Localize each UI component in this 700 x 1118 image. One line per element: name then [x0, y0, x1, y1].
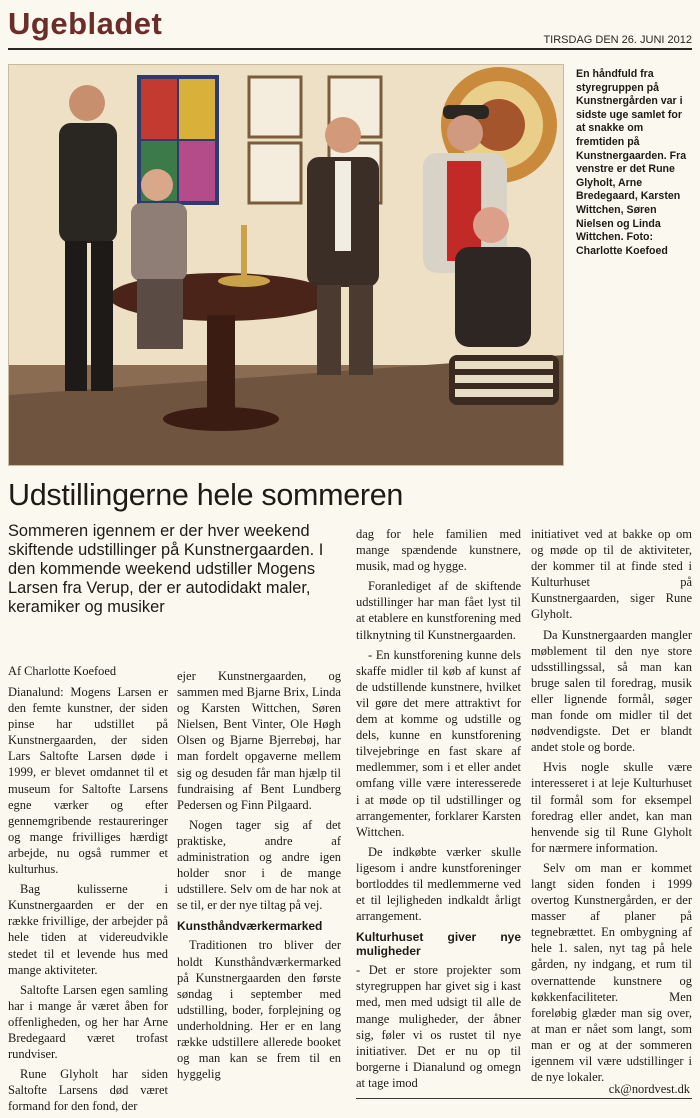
paragraph: dag for hele familien med mange spændende kunstnere, musik, mad og hygge. — [356, 527, 521, 574]
paragraph: Da Kunstnergaarden mangler møblement til den nye store udsstillingssal, så man kan bruge salen til foredrag, musik eller lignende formål, søger man fonde om midler til det nødvendigste. Det er blandt andet stole og borde. — [531, 627, 692, 755]
paragraph: Saltofte Larsen egen samling har i mange år været åben for offenligheden, og her har Arne Bredegaard været trofast rundviser. — [8, 982, 168, 1062]
paragraph: Traditionen tro bliver der holdt Kunsthåndværkermarked på Kunstnergaarden den første søndag i september med udstilling, boder, forplejning og underholdning. Her er en lang række udstillere allerede booket og man kan se frem til en hyggelig — [177, 938, 341, 1082]
paragraph: - En kunstforening kunne dels skaffe midler til køb af kunst af de udstillende kunstnere, hvilket vil gøre det mere attraktivt for dem at komme og udstille og dels, kunne en kunstforening tilvejebringe en fast skare af medlemmer, som i et eller andet omfang ville være interesserede i at møde op til udstillinger og arrangementer, forklarer Karsten Wittchen. — [356, 647, 521, 839]
paragraph: Dianalund: Mogens Larsen er den femte kunstner, der siden pinse har udstillet på Kunstnergaarden, der siden Lars Saltofte Larsen døde i 1999, er blevet omdannet til et museum for Saltofte Larsens egne værker og efter gennemgribende restaureringer og mange frivilliges hærdigt arbejde, nu også rummer et kulturhus. — [8, 685, 168, 877]
article-column-4 — [531, 526, 692, 1089]
subheading: Kunsthåndværkermarked — [177, 919, 323, 934]
paragraph: De indkøbte værker skulle ligesom i andre kunstforeninger bortloddes til medlemmerne ved et til lejligheden indkaldt årligt arrangement. — [356, 844, 521, 924]
newspaper-title: Ugebladet — [8, 6, 163, 41]
bottom-rule — [356, 1098, 692, 1099]
paragraph: Selv om man er kommet langt siden fonden i 1999 overtog Kunstnergården, er der masser af planer på tegnebrættet. En ombygning af hele 1. salen, nyt tag på hele gården, ny indgang, et rum til overnattende kunstnere og køkkenfaciliteter. Men foreløbig glæder man sig over, at man er nået som langt, som man er og at der sommeren igennem vil være udstillinger i de nye lokaler. — [531, 860, 692, 1085]
paragraph: initiativet ved at bakke op om og møde op til de aktiviteter, der kommer til at finde sted i Kulturhuset på Kunstnergaarden, siger Rune Glyholt. — [531, 527, 692, 622]
article-column-1 — [8, 684, 168, 1118]
paragraph: - Det er store projekter som styregruppen har givet sig i kast med, men med udsigt til alle de mange muligheder, der åbner sig, føler vi os rustet til nye initiativer. Det er nu op til borgerne i Dianalund og omegn at tage imod — [356, 963, 521, 1090]
paragraph: Foranlediget af de skiftende udstillinger har man fået lyst til at etablere en kunstforening med tilknytning til Kunstnergaarden. — [356, 579, 521, 642]
paragraph: Nogen tager sig af det praktiske, andre af administration og andre igen holder snor i de mange udstillere. Selv om de har nok at se til, er der nye tiltag på vej. — [177, 817, 341, 913]
paragraph: Bag kulisserne i Kunstnergaarden er der en række frivillige, der arbejder på hele tiden at videreudvikle stedet til et levende hus med mange aktiviteter. — [8, 882, 168, 977]
issue-date: TIRSDAG DEN 26. JUNI 2012 — [543, 34, 692, 46]
group-photo-illustration — [9, 65, 564, 466]
subheading: Kulturhuset giver nye muligheder — [356, 930, 521, 959]
article-column-2 — [177, 668, 341, 1086]
paragraph: Hvis nogle skulle være interesseret i at leje Kulturhuset til formål som for eksempel foredrag eller andet, kan man henvende sig til Rune Glyholt for nærmere information. — [531, 760, 692, 855]
paragraph: Rune Glyholt har siden Saltofte Larsens død været formand for den fond, der — [8, 1067, 168, 1114]
article-byline: Af Charlotte Koefoed — [8, 664, 117, 678]
author-email: ck@nordvest.dk — [608, 1082, 690, 1096]
photo-caption: En håndfuld fra styregruppen på Kunstnergården var i sidste uge samlet for at snakke om fremtiden på Kunstnergaarden. Fra venstre er det Rune Glyholt, Arne Bredegaard, Karsten Wittchen, Søren Nielsen og Linda Wittchen. Foto: Charlotte Koefoed — [576, 68, 687, 257]
masthead — [8, 6, 692, 48]
article-photo — [8, 64, 564, 466]
masthead-rule — [8, 48, 692, 50]
article-column-3 — [356, 526, 521, 1095]
article-lead: Sommeren igennem er der hver weekend skiftende udstillinger på Kunstnergaarden. I den kommende weekend udstiller Mogens Larsen fra Verup, der er autodidakt maler, keramiker og musiker — [8, 522, 324, 616]
paragraph: ejer Kunstnergaarden, og sammen med Bjarne Brix, Linda og Karsten Wittchen, Søren Nielsen, Bent Vinter, Ole Høgh Olsen og Bjarne Bjerrebøj, har man fordelt opgaverne mellem sig og desuden får man hjælp til fundraising af Bent Lundberg Pedersen og Finn Pilgaard. — [177, 669, 341, 812]
article-headline: Udstillingerne hele sommeren — [8, 478, 404, 512]
